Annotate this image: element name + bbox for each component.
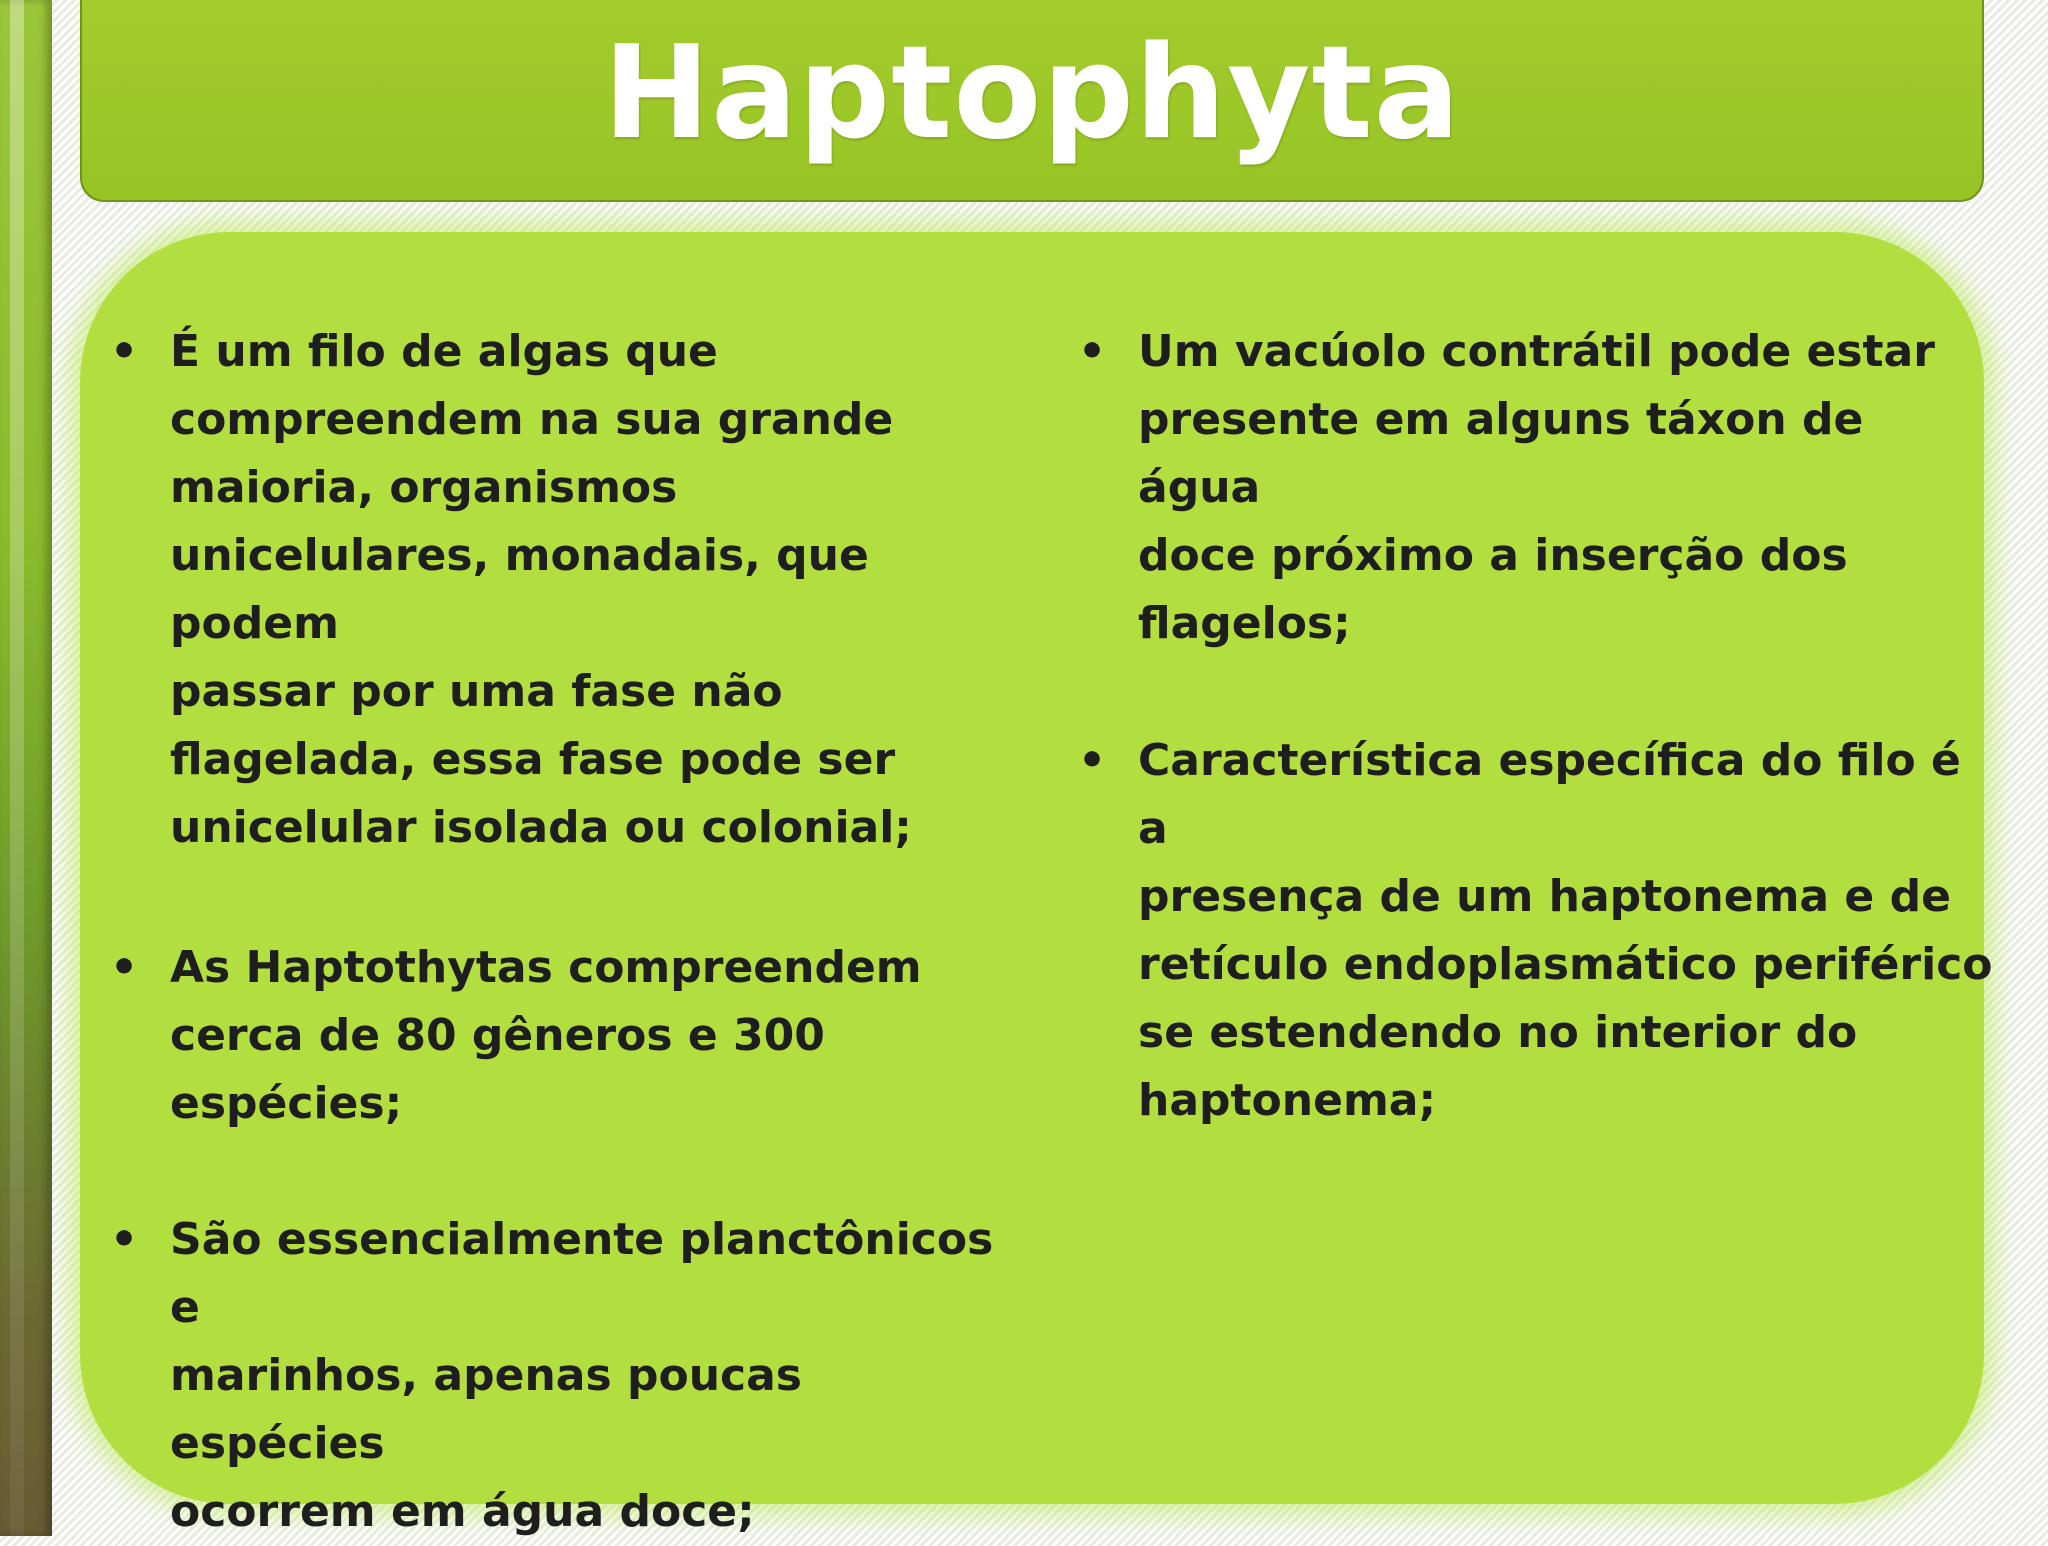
bullet-icon: • [110,1214,139,1265]
bullet-icon: • [1078,326,1107,377]
bullet-text: Um vacúolo contrátil pode estar presente em alguns táxon de água doce próximo a inserção dos flagelos; [1138,326,1935,649]
bullet-icon: • [110,942,139,993]
bullet-text: As Haptothytas compreendem cerca de 80 gêneros e 300 espécies; [170,942,922,1129]
bullet-item [110,934,1030,1138]
bullet-text: São essencialmente planctônicos e marinhos, apenas poucas espécies ocorrem em água doce; [170,1214,994,1537]
bullet-item [110,1206,1030,1546]
decorative-side-bar [0,0,52,1536]
bullet-icon: • [110,326,139,377]
bullet-item [1078,318,1998,658]
slide-title: Haptophyta [603,18,1461,168]
bullet-icon: • [1078,735,1107,786]
bullet-text: É um filo de algas que compreendem na sua grande maioria, organismos unicelulares, monadais, que podem passar por uma fase não flagelada, essa fase pode ser unicelular isolada ou colonial; [170,326,912,853]
bullet-text: Característica específica do filo é a presença de um haptonema e de retículo endoplasmático periférico se estendendo no interior do haptonema; [1138,735,1993,1126]
bullet-item [110,318,1030,862]
title-banner [80,0,1984,202]
bullet-item [1078,727,1998,1135]
